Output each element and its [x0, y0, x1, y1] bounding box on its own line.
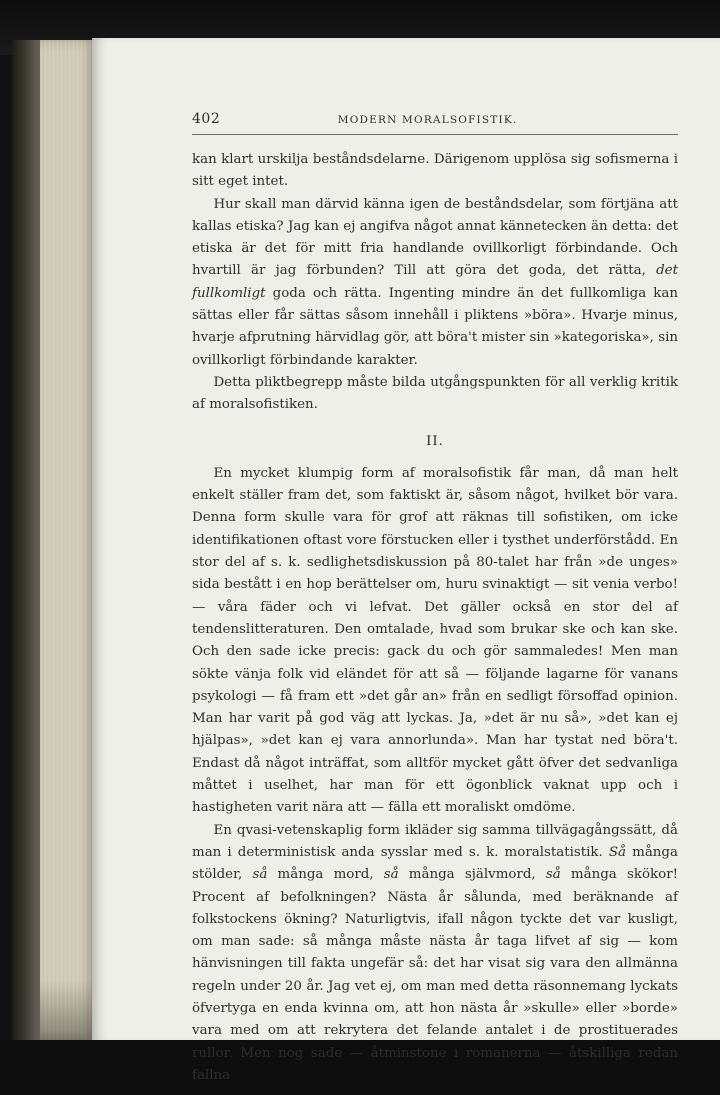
text-run: Hur skall man därvid känna igen de beståndsdelar, som förtjäna att kallas etiska? Jag kan ej angifva något annat kännetecken än detta: det etiska är det för mitt fria handlande ovillkorligt förbindande. Och hvartill är jag förbunden? Till att göra det goda, det rätta,	[192, 196, 678, 279]
emphasis: det fullkomligt	[192, 263, 678, 301]
text-run: goda och rätta. Ingenting mindre än det fullkomliga kan sättas eller får sättas såsom innehåll i pliktens »böra». Hvarje minus, hvarje afprutning härvidlag gör, att böra't mister sin »kategoriska», sin ovillkorligt förbindande karakter.	[192, 285, 678, 368]
page-number: 402	[192, 111, 221, 127]
text-run: många skökor! Procent af befolkningen? Nästa år sålunda, med beräknande af folkstockens ökning? Naturligtvis, ifall någon tyckte det var kusligt, om man sade: så många måste nästa år taga lifvet af sig — kom hänvisningen till fakta ungefär så: det har visat sig vara den allmänna regeln under 20 år. Jag vet ej, om man med detta räsonnemang lyckats öfvertyga en enda kvinna om, att hon nästa år »skulle» eller »borde» vara med om att rekrytera det felande antalet i de prostituerades rullor. Men nog sade — åtminstone i romanerna — åtskilliga redan fallna	[192, 867, 678, 1083]
paragraph: kan klart urskilja beståndsdelarne. Därigenom upplösa sig sofismerna i sitt eget intet.	[192, 152, 678, 190]
paragraph	[192, 194, 678, 372]
text-run: många mord,	[267, 867, 384, 883]
emphasis: så	[545, 867, 561, 883]
paragraph	[192, 820, 678, 1088]
paragraph: En mycket klumpig form af moralsofistik får man, då man helt enkelt ställer fram det, som faktiskt är, såsom något, hvilket bör vara. Denna form skulle vara för grof att räknas till sofistiken, om icke identifikationen oftast vore förstucken eller i tysthet underförstådd. En stor del af s. k. sedlighetsdiskussion på 80-talet har från »de unges» sida bestått i en hop berättelser om, huru svinaktigt — sit venia verbo! — våra fäder och vi lefvat. Det gäller också en stor del af tendenslitteraturen. Den omtalade, hvad som brukar ske och kan ske. Och den sade icke precis: gack du och gör sammaledes! Men man sökte vänja folk vid eländet för att så — följande lagarne för vanans psykologi — få fram ett »det går an» från en sedligt försoffad opinion. Man har varit på god väg att lyckas. Ja, »det är nu så», »det kan ej hjälpas», »det kan ej vara annorlunda». Man har tystat ned böra't. Endast då något inträffat, som alltför mycket gått öfver det sedvanliga måttet i uselhet, har man för ett ögonblick vaknat upp och i hastigheten varit nära att — fälla ett moraliskt omdöme.	[192, 465, 678, 816]
book-page-edges	[40, 40, 95, 1040]
running-title: MODERN MORALSOFISTIK.	[337, 114, 518, 126]
text-run: många självmord,	[398, 867, 546, 883]
emphasis: så	[383, 867, 399, 883]
section-heading: II.	[426, 433, 444, 449]
emphasis: så	[252, 867, 268, 883]
text-run: En qvasi-vetenskaplig form ikläder sig samma tillvägagångssätt, då man i deterministisk anda sysslar med s. k. moralstatistik.	[192, 822, 678, 860]
paragraph: Detta pliktbegrepp måste bilda utgångspunkten för all verklig kritik af moralsofistiken.	[192, 374, 678, 413]
running-head	[192, 108, 678, 135]
emphasis: Så	[608, 844, 627, 860]
text-run: många stölder,	[192, 844, 678, 883]
page-text	[192, 108, 678, 1087]
book-cover-edge	[12, 40, 42, 1040]
